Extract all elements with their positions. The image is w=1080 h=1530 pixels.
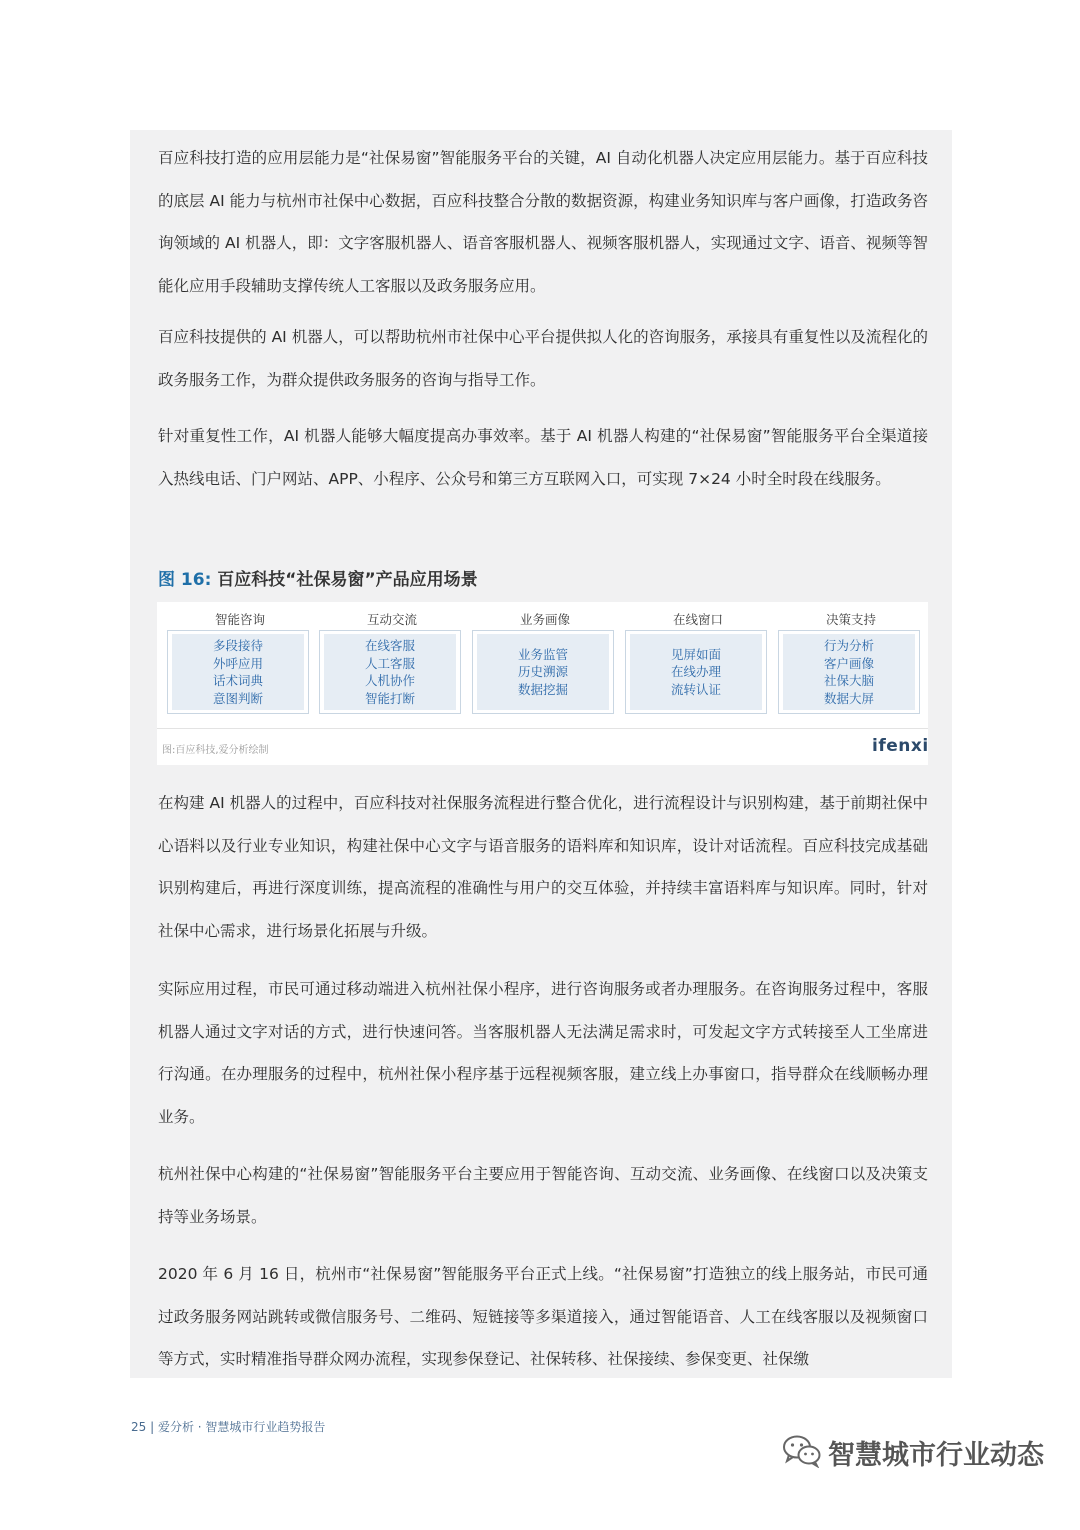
paragraph-1: 百应科技打造的应用层能力是“社保易窗”智能服务平台的关键，AI 自动化机器人决定应用层能力。基于百应科技的底层 AI 能力与杭州市社保中心数据，百应科技整合分散的数据资源，构建业务知识库与客户画像，打造政务咨询领域的 AI 机器人，即：文字客服机器人、语音客服机器人、视频客服机器人，实现通过文字、语音、视频等智能化应用手段辅助支撑传统人工客服以及政务服务应用。 [158, 149, 928, 295]
figure-diagram [157, 602, 928, 765]
report-title: 爱分析 · 智慧城市行业趋势报告 [157, 1420, 326, 1434]
paragraph-4: 在构建 AI 机器人的过程中，百应科技对社保服务流程进行整合优化，进行流程设计与识别构建，基于前期社保中心语料以及行业专业知识，构建社保中心文字与语音服务的语料库和知识库，设计对话流程。百应科技完成基础识别构建后，再进行深度训练，提高流程的准确性与用户的交互体验，并持续丰富语料库与知识库。同时，针对社保中心需求，进行场景化拓展与升级。 [158, 794, 928, 940]
list-item: 数据挖掘 [517, 681, 568, 697]
list-item: 人工客服 [364, 655, 415, 671]
column-heading: 业务画像 [519, 612, 570, 627]
list-item: 在线客服 [364, 638, 415, 653]
list-item: 多段接待 [212, 638, 263, 653]
list-item: 社保大脑 [823, 673, 874, 688]
page-number: 25 | [131, 1420, 155, 1434]
list-item: 客户画像 [823, 655, 874, 671]
column-box [319, 630, 461, 714]
list-item: 在线办理 [670, 664, 721, 680]
paragraph-3: 针对重复性工作，AI 机器人能够大幅度提高办事效率。基于 AI 机器人构建的“社保易窗”智能服务平台全渠道接入热线电话、门户网站、APP、小程序、公众号和第三方互联网入口，可实现 7×24 小时全时段在线服务。 [158, 427, 928, 488]
figure-source: 图:百应科技,爱分析绘制 [162, 745, 269, 756]
column-heading: 互动交流 [366, 612, 417, 627]
column-box [167, 630, 309, 714]
wechat-icon [782, 1434, 822, 1472]
list-item: 话术词典 [212, 673, 263, 688]
list-item: 见屏如面 [670, 646, 721, 662]
list-item: 行为分析 [823, 638, 874, 653]
column-box [472, 630, 614, 714]
ifenxi-logo: ifenxi [872, 736, 929, 756]
page-footer [131, 1418, 325, 1435]
list-item: 历史溯源 [517, 664, 568, 680]
figure-title [158, 565, 478, 590]
column-box [778, 630, 920, 714]
list-item: 业务监管 [517, 646, 568, 662]
figure-number: 图 16: [158, 570, 212, 590]
list-item: 人机协作 [364, 673, 415, 688]
column-heading: 智能咨询 [214, 612, 265, 627]
list-item: 数据大屏 [823, 690, 874, 706]
paragraph-5: 实际应用过程，市民可通过移动端进入杭州社保小程序，进行咨询服务或者办理服务。在咨询服务过程中，客服机器人通过文字对话的方式，进行快速问答。当客服机器人无法满足需求时，可发起文字方式转接至人工坐席进行沟通。在办理服务的过程中，杭州社保小程序基于远程视频客服，建立线上办事窗口，指导群众在线顺畅办理业务。 [158, 980, 928, 1126]
column-heading: 在线窗口 [672, 612, 723, 627]
column-box [625, 630, 767, 714]
paragraph-7: 2020 年 6 月 16 日，杭州市“社保易窗”智能服务平台正式上线。“社保易窗”打造独立的线上服务站，市民可通过政务服务网站跳转或微信服务号、二维码、短链接等多渠道接入，通过智能语音、人工在线客服以及视频窗口等方式，实时精准指导群众网办流程，实现参保登记、社保转移、社保接续、参保变更、社保缴 [158, 1265, 928, 1368]
list-item: 外呼应用 [212, 655, 263, 671]
figure-caption: 百应科技“社保易窗”产品应用场景 [217, 570, 478, 590]
watermark-text: 智慧城市行业动态 [828, 1440, 1044, 1471]
list-item: 意图判断 [212, 690, 263, 706]
paragraph-6: 杭州社保中心构建的“社保易窗”智能服务平台主要应用于智能咨询、互动交流、业务画像、在线窗口以及决策支持等业务场景。 [158, 1165, 928, 1226]
paragraph-2: 百应科技提供的 AI 机器人，可以帮助杭州市社保中心平台提供拟人化的咨询服务，承接具有重复性以及流程化的政务服务工作，为群众提供政务服务的咨询与指导工作。 [158, 328, 928, 389]
list-item: 智能打断 [364, 690, 415, 706]
column-heading: 决策支持 [825, 612, 876, 627]
list-item: 流转认证 [670, 681, 721, 697]
watermark [782, 1433, 1044, 1472]
figure-divider [157, 728, 928, 729]
